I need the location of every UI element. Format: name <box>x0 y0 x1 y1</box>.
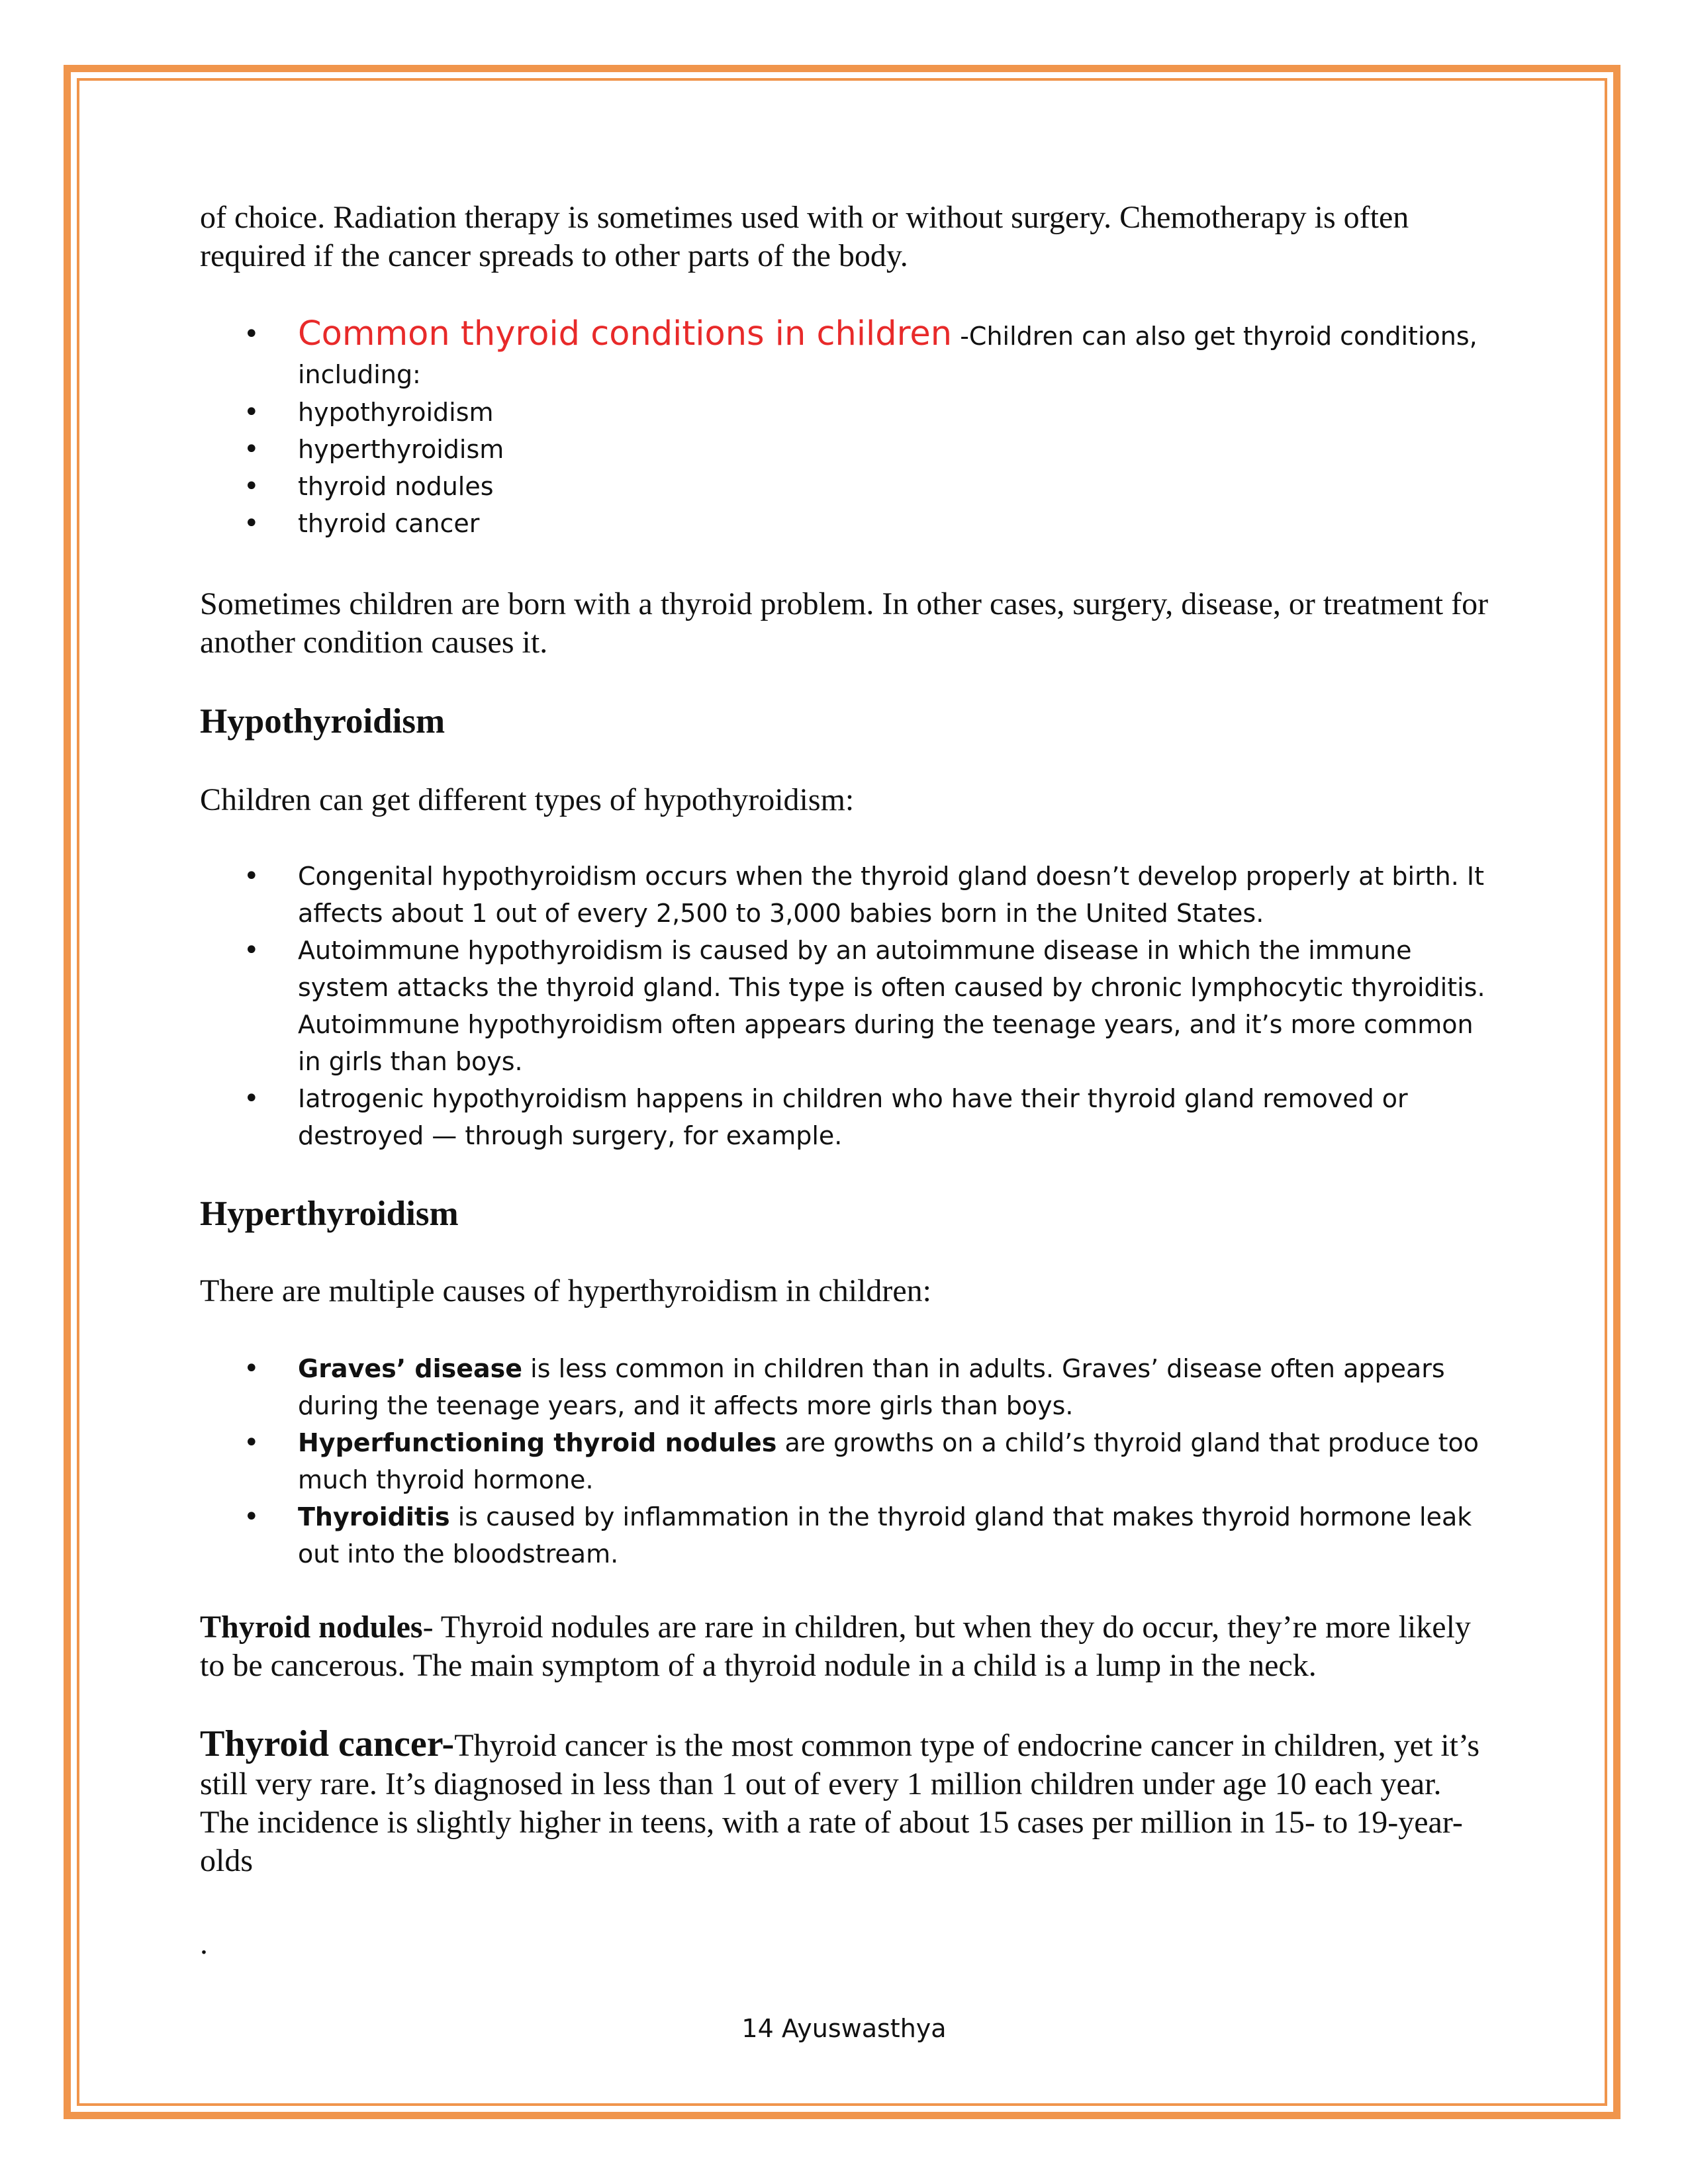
graves-text: is less common in children than in adults. Graves’ disease often appears during the teenage years, and it affects more girls than boys. <box>298 1354 1445 1420</box>
hyperthyroidism-intro: There are multiple causes of hyperthyroidism in children: <box>200 1273 931 1308</box>
born-paragraph: Sometimes children are born with a thyroid problem. In other cases, surgery, disease, or treatment for another condition causes it. <box>200 586 1489 660</box>
hyperfunctioning-term: Hyperfunctioning thyroid nodules <box>298 1428 777 1457</box>
common-conditions-title: Common thyroid conditions in children <box>298 314 953 353</box>
nodules-paragraph <box>200 1608 1497 1685</box>
list-item: • Iatrogenic hypothyroidism happens in children who have their thyroid gland removed or destroyed — through surgery, for example. <box>200 1080 1497 1154</box>
cancer-term: Thyroid cancer- <box>200 1723 455 1764</box>
list-item <box>200 315 1497 394</box>
nodules-term: Thyroid nodules <box>200 1610 423 1645</box>
hyperfunctioning-text: are growths on a child’s thyroid gland that produce too much thyroid hormone. <box>298 1428 1479 1494</box>
cancer-paragraph <box>200 1725 1497 1880</box>
graves-term: Graves’ disease <box>298 1354 523 1383</box>
hyperthyroidism-heading: Hyperthyroidism <box>200 1195 459 1233</box>
hypothyroidism-intro: Children can get different types of hypothyroidism: <box>200 782 855 817</box>
hyperthyroidism-list <box>200 1350 1497 1572</box>
list-item: • thyroid nodules <box>200 468 1497 505</box>
list-item: • hypothyroidism <box>200 394 1497 431</box>
list-item: • thyroid cancer <box>200 505 1497 542</box>
list-item <box>200 1498 1497 1572</box>
trailing-dot: . <box>200 1926 208 1961</box>
hypothyroidism-heading: Hypothyroidism <box>200 702 445 741</box>
list-item: • Autoimmune hypothyroidism is caused by an autoimmune disease in which the immune system attacks the thyroid gland. This type is often caused by chronic lymphocytic thyroiditis. Autoimmune hypothyroidism often appears during the teenage years, and it’s more common in girls than boys. <box>200 932 1497 1080</box>
hypothyroidism-list <box>200 858 1497 1154</box>
page-footer: 14 Ayuswasthya <box>741 2014 947 2043</box>
common-conditions-lead: -Children can also get thyroid conditions, including: <box>298 322 1477 389</box>
nodules-text: - Thyroid nodules are rare in children, but when they do occur, they’re more likely to be cancerous. The main symptom of a thyroid nodule in a child is a lump in the neck. <box>200 1610 1471 1683</box>
list-item <box>200 1350 1497 1424</box>
list-item: • Congenital hypothyroidism occurs when the thyroid gland doesn’t develop properly at birth. It affects about 1 out of every 2,500 to 3,000 babies born in the United States. <box>200 858 1497 932</box>
common-conditions-list <box>200 315 1497 542</box>
thyroiditis-term: Thyroiditis <box>298 1502 450 1531</box>
cancer-text: Thyroid cancer is the most common type of endocrine cancer in children, yet it’s still very rare. It’s diagnosed in less than 1 out of every 1 million children under age 10 each year. The incidence is slightly higher in teens, with a rate of about 15 cases per million in 15- to 19-year-olds <box>200 1728 1480 1878</box>
thyroiditis-text: is caused by inflammation in the thyroid gland that makes thyroid hormone leak out into the bloodstream. <box>298 1502 1472 1569</box>
list-item: • hyperthyroidism <box>200 431 1497 468</box>
list-item <box>200 1424 1497 1498</box>
intro-paragraph: of choice. Radiation therapy is sometimes used with or without surgery. Chemotherapy is often required if the cancer spreads to other parts of the body. <box>200 200 1409 273</box>
